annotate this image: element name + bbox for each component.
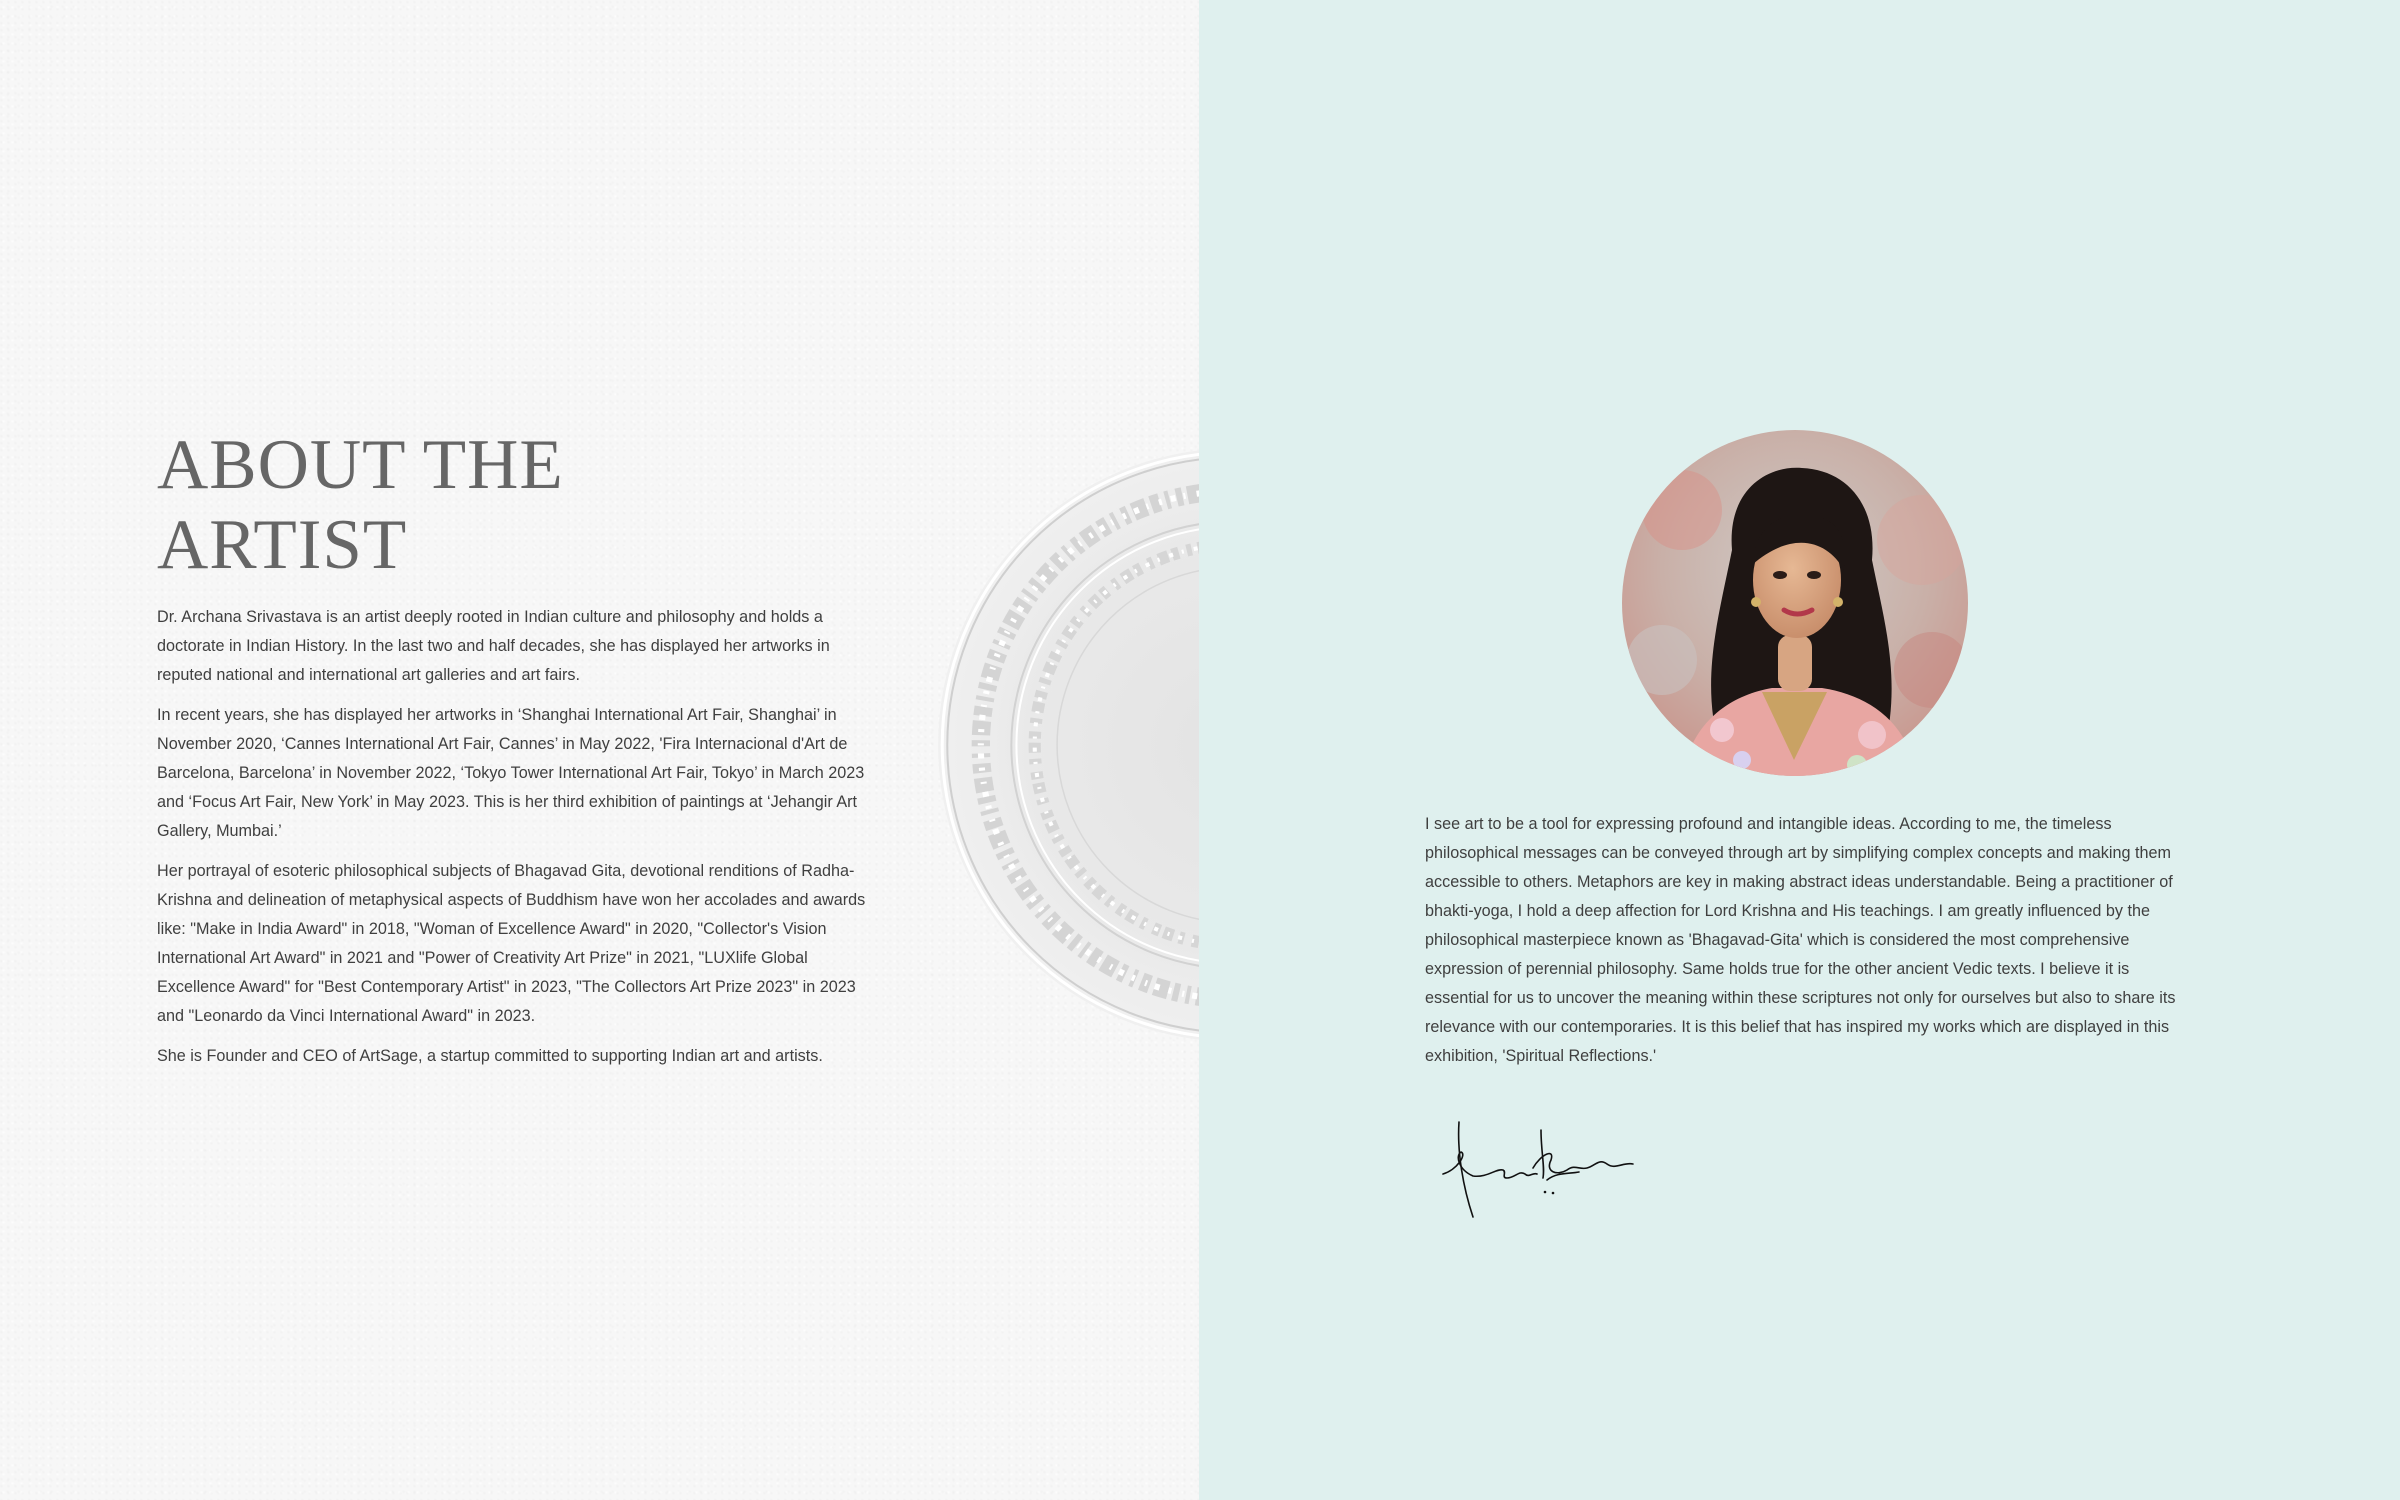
bio-paragraph-1: Dr. Archana Srivastava is an artist deeply rooted in Indian culture and philosophy and holds a doctorate in Indian History. In the last two and half decades, she has displayed her artworks in reputed national and international art galleries and art fairs. <box>157 608 830 684</box>
page-title <box>157 425 807 585</box>
left-page <box>0 0 1199 1500</box>
title-line-2: ARTIST <box>157 506 408 584</box>
bio-paragraph-2: In recent years, she has displayed her artworks in ‘Shanghai International Art Fair, Shanghai’ in November 2020, ‘Cannes International Art Fair, Cannes’ in May 2022, 'Fira Internacional d'Art de Barcelona, Barcelona’ in November 2022, ‘Tokyo Tower International Art Fair, Tokyo’ in March 2023 and ‘Focus Art Fair, New York’ in May 2023. This is her third exhibition of paintings at ‘Jehangir Art Gallery, Mumbai.’ <box>157 706 865 840</box>
right-page <box>1199 0 2400 1500</box>
artist-signature <box>1437 1112 1637 1222</box>
artist-bio <box>157 603 867 1082</box>
title-line-1: ABOUT THE <box>157 426 564 504</box>
bio-paragraph-4: She is Founder and CEO of ArtSage, a startup committed to supporting Indian art and artists. <box>157 1047 823 1065</box>
embossed-seal-watermark <box>930 440 1199 1050</box>
artist-portrait <box>1622 430 1968 776</box>
artist-statement: I see art to be a tool for expressing profound and intangible ideas. According to me, the timeless philosophical messages can be conveyed through art by simplifying complex concepts and making them accessible to others. Metaphors are key in making abstract ideas understandable. Being a practitioner of bhakti-yoga, I hold a deep affection for Lord Krishna and His teachings. I am greatly influenced by the philosophical masterpiece known as 'Bhagavad-Gita' which is considered the most comprehensive expression of perennial philosophy. Same holds true for the other ancient Vedic texts. I believe it is essential for us to uncover the meaning within these scriptures not only for ourselves but also to share its relevance with our contemporaries. It is this belief that has inspired my works which are displayed in this exhibition, 'Spiritual Reflections.' <box>1425 815 2176 1065</box>
bio-paragraph-3: Her portrayal of esoteric philosophical subjects of Bhagavad Gita, devotional renditions of Radha-Krishna and delineation of metaphysical aspects of Buddhism have won her accolades and awards like: "Make in India Award" in 2018, "Woman of Excellence Award" in 2020, "Collector's Vision International Art Award" in 2021 and "Power of Creativity Art Prize" in 2021, "LUXlife Global Excellence Award" for "Best Contemporary Artist" in 2023, "The Collectors Art Prize 2023" in 2023 and "Leonardo da Vinci International Award" in 2023. <box>157 862 866 1025</box>
